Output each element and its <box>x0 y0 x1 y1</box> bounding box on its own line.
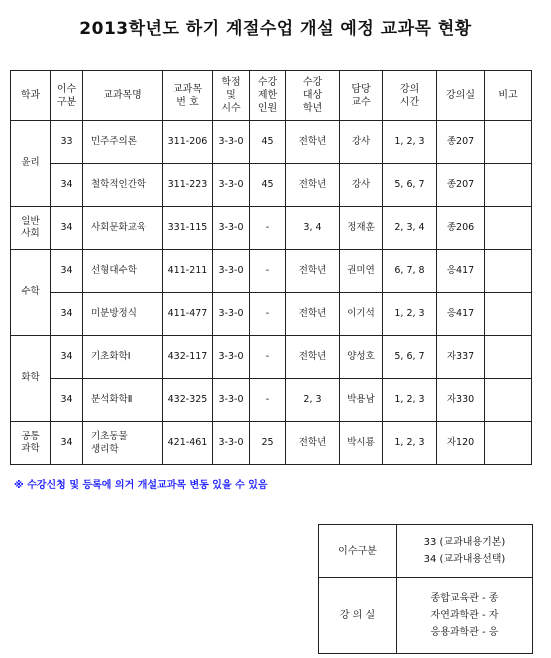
cell-professor: 양성호 <box>340 336 383 379</box>
cell-time: 5, 6, 7 <box>383 336 437 379</box>
cell-type: 34 <box>51 422 83 465</box>
cell-course: 미분방정식 <box>83 293 163 336</box>
cell-limit: - <box>250 293 286 336</box>
cell-credit: 3-3-0 <box>213 164 250 207</box>
cell-time: 6, 7, 8 <box>383 250 437 293</box>
legend-row-room <box>319 578 533 654</box>
cell-credit: 3-3-0 <box>213 250 250 293</box>
table-row <box>11 336 532 379</box>
cell-professor: 정재훈 <box>340 207 383 250</box>
header-type: 이수 구분 <box>51 71 83 121</box>
cell-credit: 3-3-0 <box>213 379 250 422</box>
cell-note <box>485 250 532 293</box>
cell-code: 411-211 <box>163 250 213 293</box>
cell-course: 철학적인간학 <box>83 164 163 207</box>
cell-limit: - <box>250 336 286 379</box>
cell-course: 사회문화교육 <box>83 207 163 250</box>
cell-target: 2, 3 <box>286 379 340 422</box>
notice-text: ※ 수강신청 및 등록에 의거 개설교과목 변동 있을 수 있음 <box>14 480 268 491</box>
cell-code: 411-477 <box>163 293 213 336</box>
cell-limit: 45 <box>250 164 286 207</box>
cell-room: 자337 <box>437 336 485 379</box>
table-row <box>11 250 532 293</box>
legend-row-type <box>319 525 533 578</box>
cell-target: 전학년 <box>286 121 340 164</box>
cell-limit: - <box>250 250 286 293</box>
cell-room: 종207 <box>437 164 485 207</box>
cell-time: 2, 3, 4 <box>383 207 437 250</box>
cell-target: 전학년 <box>286 422 340 465</box>
cell-code: 432-325 <box>163 379 213 422</box>
cell-professor: 박시룡 <box>340 422 383 465</box>
cell-course: 민주주의론 <box>83 121 163 164</box>
cell-time: 5, 6, 7 <box>383 164 437 207</box>
cell-note <box>485 336 532 379</box>
legend-table <box>318 524 533 654</box>
cell-type: 34 <box>51 379 83 422</box>
legend-room-values <box>397 578 533 654</box>
table-row <box>11 121 532 164</box>
cell-type: 34 <box>51 164 83 207</box>
cell-type: 34 <box>51 293 83 336</box>
cell-room: 자120 <box>437 422 485 465</box>
legend-room-value: 종합교육관 - 종 <box>430 593 499 604</box>
cell-type: 34 <box>51 336 83 379</box>
cell-type: 33 <box>51 121 83 164</box>
cell-limit: - <box>250 379 286 422</box>
cell-note <box>485 164 532 207</box>
table-row <box>11 379 532 422</box>
table-row <box>11 422 532 465</box>
cell-time: 1, 2, 3 <box>383 422 437 465</box>
cell-department: 일반 사회 <box>11 207 51 250</box>
legend-room-label: 강 의 실 <box>319 578 397 654</box>
cell-room: 응417 <box>437 293 485 336</box>
cell-course: 기초동물 생리학 <box>83 422 163 465</box>
cell-room: 종207 <box>437 121 485 164</box>
legend-type-value: 33 (교과내용기본) <box>423 537 506 548</box>
cell-code: 311-206 <box>163 121 213 164</box>
cell-note <box>485 379 532 422</box>
cell-credit: 3-3-0 <box>213 336 250 379</box>
cell-course: 선형대수학 <box>83 250 163 293</box>
cell-professor: 강사 <box>340 164 383 207</box>
cell-credit: 3-3-0 <box>213 121 250 164</box>
cell-department: 윤리 <box>11 121 51 207</box>
header-time: 강의 시간 <box>383 71 437 121</box>
header-room: 강의실 <box>437 71 485 121</box>
cell-room: 응417 <box>437 250 485 293</box>
header-code: 교과목 번 호 <box>163 71 213 121</box>
cell-target: 전학년 <box>286 164 340 207</box>
table-row <box>11 164 532 207</box>
cell-limit: - <box>250 207 286 250</box>
cell-target: 3, 4 <box>286 207 340 250</box>
cell-code: 432-117 <box>163 336 213 379</box>
cell-professor: 권미연 <box>340 250 383 293</box>
cell-time: 1, 2, 3 <box>383 121 437 164</box>
header-dept: 학과 <box>11 71 51 121</box>
cell-time: 1, 2, 3 <box>383 379 437 422</box>
header-course: 교과목명 <box>83 71 163 121</box>
cell-note <box>485 121 532 164</box>
cell-code: 421-461 <box>163 422 213 465</box>
table-row <box>11 293 532 336</box>
cell-credit: 3-3-0 <box>213 422 250 465</box>
cell-code: 311-223 <box>163 164 213 207</box>
cell-professor: 박용남 <box>340 379 383 422</box>
cell-credit: 3-3-0 <box>213 293 250 336</box>
legend-room-value: 응용과학관 - 응 <box>430 627 499 638</box>
header-credit: 학점 및 시수 <box>213 71 250 121</box>
legend-type-label: 이수구분 <box>319 525 397 578</box>
header-limit: 수강 제한 인원 <box>250 71 286 121</box>
cell-room: 자330 <box>437 379 485 422</box>
cell-type: 34 <box>51 207 83 250</box>
cell-course: 기초화학Ⅰ <box>83 336 163 379</box>
legend-room-value: 자연과학관 - 자 <box>430 610 499 621</box>
cell-note <box>485 422 532 465</box>
cell-professor: 강사 <box>340 121 383 164</box>
cell-professor: 이기석 <box>340 293 383 336</box>
header-prof: 담당 교수 <box>340 71 383 121</box>
cell-target: 전학년 <box>286 336 340 379</box>
cell-time: 1, 2, 3 <box>383 293 437 336</box>
document-title: 2013학년도 하기 계절수업 개설 예정 교과목 현황 <box>79 19 472 39</box>
cell-limit: 45 <box>250 121 286 164</box>
table-body <box>11 121 532 465</box>
course-table <box>10 70 532 465</box>
cell-room: 종206 <box>437 207 485 250</box>
cell-target: 전학년 <box>286 293 340 336</box>
legend-type-value: 34 (교과내용선택) <box>423 554 506 565</box>
cell-note <box>485 207 532 250</box>
header-row <box>11 71 532 121</box>
cell-course: 분석화학Ⅱ <box>83 379 163 422</box>
cell-credit: 3-3-0 <box>213 207 250 250</box>
cell-note <box>485 293 532 336</box>
header-note: 비고 <box>485 71 532 121</box>
cell-department: 수학 <box>11 250 51 336</box>
cell-department: 공통 과학 <box>11 422 51 465</box>
legend-type-values <box>397 525 533 578</box>
cell-limit: 25 <box>250 422 286 465</box>
cell-code: 331-115 <box>163 207 213 250</box>
cell-type: 34 <box>51 250 83 293</box>
table-row <box>11 207 532 250</box>
cell-department: 화학 <box>11 336 51 422</box>
cell-target: 전학년 <box>286 250 340 293</box>
header-target: 수강 대상 학년 <box>286 71 340 121</box>
